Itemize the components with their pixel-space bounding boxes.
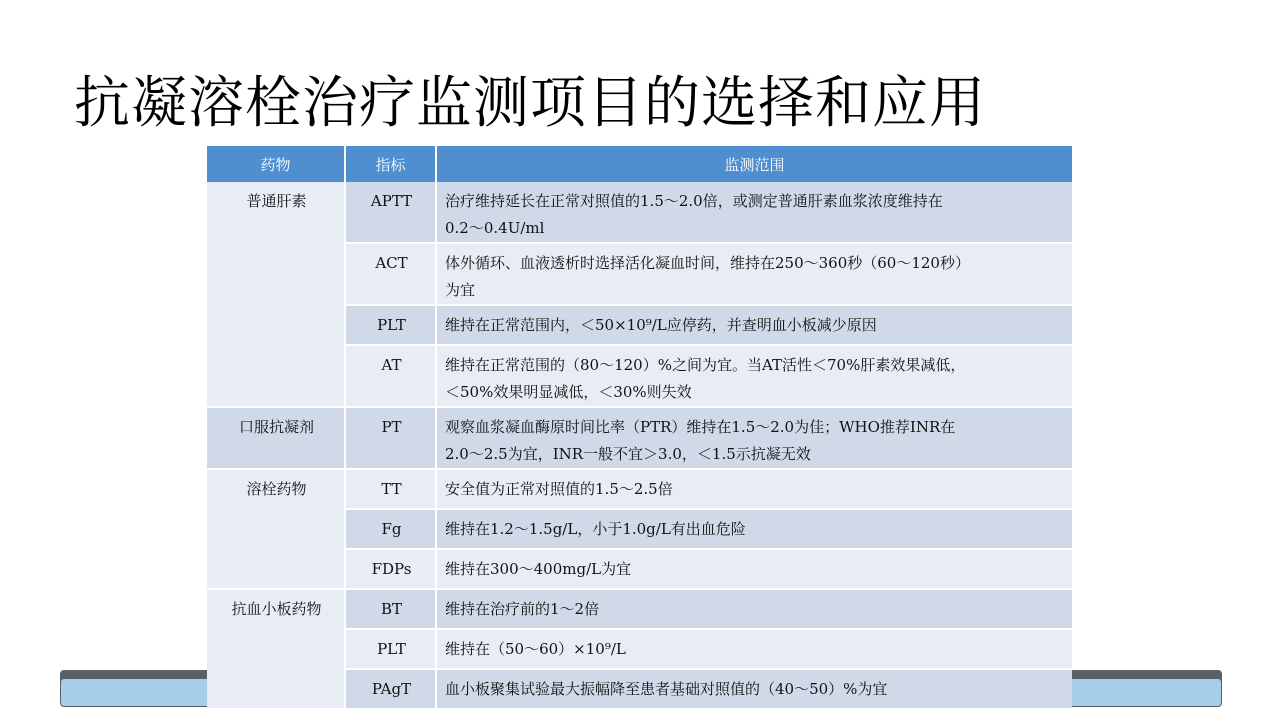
range-cell — [436, 469, 1072, 509]
indicator-cell: AT — [345, 345, 436, 407]
indicator-cell: APTT — [345, 182, 436, 243]
range-cell — [436, 549, 1072, 589]
indicator-cell: FDPs — [345, 549, 436, 589]
range-line: 0.2～0.4U/ml — [445, 219, 545, 237]
table-row — [207, 589, 1072, 629]
indicator-cell: Fg — [345, 509, 436, 549]
range-cell — [436, 305, 1072, 345]
header-drug: 药物 — [207, 146, 345, 182]
range-cell — [436, 509, 1072, 549]
range-line: 维持在正常范围的（80～120）%之间为宜。当AT活性＜70%肝素效果减低， — [445, 356, 966, 374]
indicator-cell: ACT — [345, 243, 436, 305]
range-line: 安全值为正常对照值的1.5～2.5倍 — [445, 480, 673, 498]
range-line: 2.0～2.5为宜，INR一般不宜＞3.0，＜1.5示抗凝无效 — [445, 445, 811, 463]
range-line: ＜50%效果明显减低，＜30%则失效 — [445, 383, 692, 401]
range-cell — [436, 243, 1072, 305]
header-indicator: 指标 — [345, 146, 436, 182]
drug-cell: 抗血小板药物 — [207, 589, 345, 709]
range-cell — [436, 669, 1072, 709]
drug-cell: 溶栓药物 — [207, 469, 345, 589]
header-range: 监测范围 — [436, 146, 1072, 182]
range-line: 治疗维持延长在正常对照值的1.5～2.0倍，或测定普通肝素血浆浓度维持在 — [445, 192, 943, 210]
table-header-row — [207, 146, 1072, 182]
range-cell — [436, 589, 1072, 629]
range-line: 为宜 — [445, 281, 476, 299]
range-line: 维持在（50～60）×10⁹/L — [445, 640, 626, 658]
indicator-cell: BT — [345, 589, 436, 629]
slide-title: 抗凝溶栓治疗监测项目的选择和应用 — [74, 71, 986, 136]
indicator-cell: PLT — [345, 629, 436, 669]
indicator-cell: PLT — [345, 305, 436, 345]
drug-cell: 口服抗凝剂 — [207, 407, 345, 469]
table-row — [207, 469, 1072, 509]
range-line: 观察血浆凝血酶原时间比率（PTR）维持在1.5～2.0为佳；WHO推荐INR在 — [445, 418, 956, 436]
range-line: 体外循环、血液透析时选择活化凝血时间，维持在250～360秒（60～120秒） — [445, 254, 970, 272]
range-cell — [436, 629, 1072, 669]
indicator-cell: PAgT — [345, 669, 436, 709]
range-line: 维持在正常范围内，＜50×10⁹/L应停药，并查明血小板减少原因 — [445, 316, 877, 334]
range-line: 维持在300～400mg/L为宜 — [445, 560, 632, 578]
drug-cell: 普通肝素 — [207, 182, 345, 407]
range-line: 维持在1.2～1.5g/L，小于1.0g/L有出血危险 — [445, 520, 746, 538]
indicator-cell: TT — [345, 469, 436, 509]
table-row — [207, 182, 1072, 243]
range-line: 维持在治疗前的1～2倍 — [445, 600, 600, 618]
range-cell — [436, 345, 1072, 407]
range-cell — [436, 182, 1072, 243]
indicator-cell: PT — [345, 407, 436, 469]
table-row — [207, 407, 1072, 469]
monitoring-table — [207, 146, 1072, 710]
range-line: 血小板聚集试验最大振幅降至患者基础对照值的（40～50）%为宜 — [445, 680, 888, 698]
range-cell — [436, 407, 1072, 469]
